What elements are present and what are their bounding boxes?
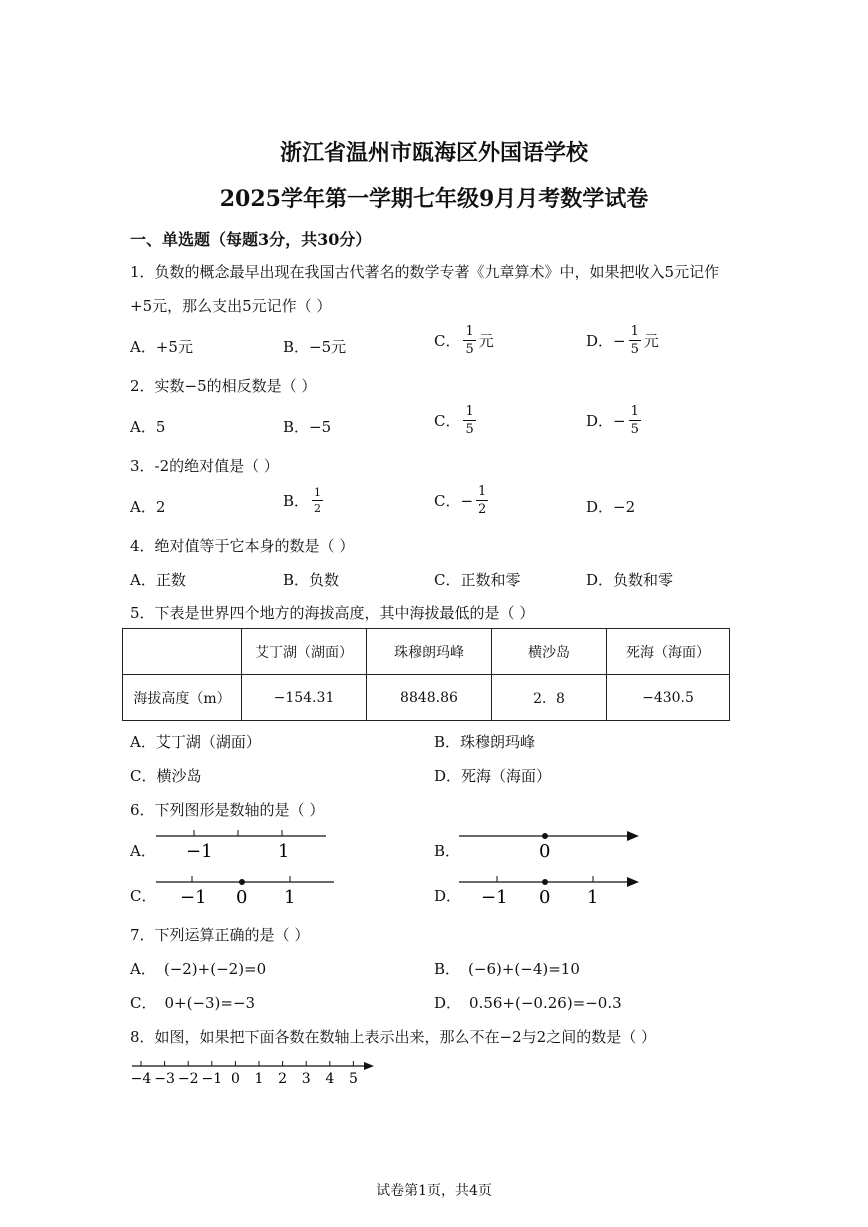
q1-option-c bbox=[434, 325, 494, 356]
q7-option-c bbox=[130, 992, 255, 1013]
denominator: 5 bbox=[465, 342, 474, 357]
table-cell: −430.5 bbox=[607, 675, 730, 721]
fraction bbox=[463, 325, 475, 356]
tick-label: 5 bbox=[348, 1071, 358, 1087]
tick-label: 1 bbox=[284, 887, 296, 908]
option-prefix: D．− bbox=[586, 412, 626, 430]
tick-label: −1 bbox=[481, 887, 508, 908]
expression: 0+(−3)=−3 bbox=[164, 994, 256, 1012]
option-prefix: C． bbox=[130, 994, 157, 1012]
table-cell: 8848.86 bbox=[367, 675, 492, 721]
q5-option-b: B．珠穆朗玛峰 bbox=[434, 733, 536, 751]
expression: (−6)+(−4)=10 bbox=[468, 960, 580, 978]
tick-label: −1 bbox=[201, 1071, 223, 1087]
q5-option-c: C．横沙岛 bbox=[130, 767, 202, 785]
table-cell: 2．8 bbox=[492, 675, 607, 721]
q6-numberline-c bbox=[150, 872, 340, 908]
option-prefix: C． bbox=[434, 332, 461, 350]
expression: (−2)+(−2)=0 bbox=[163, 960, 267, 978]
q4-stem: 4．绝对值等于它本身的数是（ ） bbox=[130, 537, 355, 555]
q1-option-b: B．−5元 bbox=[283, 338, 347, 356]
q6-option-b: B． bbox=[434, 842, 461, 860]
q4-option-a: A．正数 bbox=[130, 571, 186, 589]
fraction bbox=[312, 487, 323, 514]
expression: 0.56+(−0.26)=−0.3 bbox=[469, 994, 622, 1012]
tick-label: 2 bbox=[278, 1071, 288, 1087]
q6-option-c: C． bbox=[130, 887, 157, 905]
denominator: 5 bbox=[465, 422, 474, 437]
q3-option-a: A．2 bbox=[130, 498, 166, 516]
table-cell: 海拔高度（m） bbox=[123, 675, 242, 721]
q6-numberline-a bbox=[150, 826, 330, 862]
denominator: 2 bbox=[478, 502, 487, 517]
q2-option-a: A．5 bbox=[130, 418, 166, 436]
fraction bbox=[463, 405, 475, 436]
option-prefix: A． bbox=[130, 960, 156, 978]
option-prefix: D．− bbox=[586, 332, 626, 350]
tick-label: 4 bbox=[325, 1071, 335, 1087]
denominator: 5 bbox=[630, 422, 639, 437]
q4-option-b: B．负数 bbox=[283, 571, 340, 589]
numerator: 1 bbox=[465, 404, 474, 419]
numerator: 1 bbox=[478, 484, 487, 499]
table-row bbox=[123, 675, 730, 721]
fraction bbox=[476, 485, 488, 516]
option-prefix: D． bbox=[434, 994, 462, 1012]
q7-option-a bbox=[130, 958, 266, 979]
tick-label: 0 bbox=[539, 841, 551, 862]
page-footer: 试卷第1页，共4页 bbox=[376, 1183, 492, 1199]
exam-title-line1: 浙江省温州市瓯海区外国语学校 bbox=[279, 140, 588, 166]
q2-option-d bbox=[586, 405, 641, 436]
tick-label: −1 bbox=[180, 887, 207, 908]
table-cell bbox=[123, 629, 242, 675]
tick-label: 0 bbox=[230, 1071, 240, 1087]
q2-option-b: B．−5 bbox=[283, 418, 332, 436]
q3-stem: 3．-2的绝对值是（ ） bbox=[130, 457, 279, 475]
q1-option-a: A．+5元 bbox=[130, 338, 193, 356]
q6-stem: 6．下列图形是数轴的是（ ） bbox=[130, 801, 325, 819]
q8-numberline bbox=[128, 1056, 378, 1088]
tick-label: 1 bbox=[278, 841, 290, 862]
unit-text: 元 bbox=[478, 332, 494, 350]
numerator: 1 bbox=[314, 486, 322, 499]
table-cell: 横沙岛 bbox=[492, 629, 607, 675]
numerator: 1 bbox=[630, 324, 639, 339]
q1-stem-line2: +5元，那么支出5元记作（ ） bbox=[130, 297, 332, 315]
tick-label: −4 bbox=[130, 1071, 152, 1087]
tick-label: 1 bbox=[254, 1071, 264, 1087]
q4-option-d: D．负数和零 bbox=[586, 571, 674, 589]
q6-option-d: D． bbox=[434, 887, 462, 905]
q5-stem: 5．下表是世界四个地方的海拔高度，其中海拔最低的是（ ） bbox=[130, 604, 535, 622]
q8-stem: 8．如图，如果把下面各数在数轴上表示出来，那么不在−2与2之间的数是（ ） bbox=[130, 1028, 656, 1046]
q6-numberline-b bbox=[455, 826, 645, 862]
tick-label: 3 bbox=[301, 1071, 311, 1087]
q3-option-b bbox=[283, 487, 323, 514]
numerator: 1 bbox=[630, 404, 639, 419]
q5-option-d: D．死海（海面） bbox=[434, 767, 552, 785]
exam-title-line2: 2025学年第一学期七年级9月月考数学试卷 bbox=[219, 186, 649, 212]
q1-option-d bbox=[586, 325, 659, 356]
option-prefix: B． bbox=[434, 960, 461, 978]
q7-option-d bbox=[434, 992, 622, 1013]
tick-label: 0 bbox=[539, 887, 551, 908]
table-header-row bbox=[123, 629, 730, 675]
q6-numberline-d bbox=[455, 872, 645, 908]
q5-option-a: A．艾丁湖（湖面） bbox=[130, 733, 261, 751]
denominator: 2 bbox=[314, 502, 322, 515]
tick-label: 1 bbox=[587, 887, 599, 908]
q3-option-c bbox=[434, 485, 488, 516]
option-prefix: C．− bbox=[434, 492, 474, 510]
table-cell: 艾丁湖（湖面） bbox=[242, 629, 367, 675]
q2-option-c bbox=[434, 405, 476, 436]
q3-option-d: D．−2 bbox=[586, 498, 636, 516]
q7-option-b bbox=[434, 958, 580, 979]
tick-group bbox=[131, 1061, 358, 1087]
table-cell: −154.31 bbox=[242, 675, 367, 721]
tick-label: −1 bbox=[186, 841, 213, 862]
table-cell: 珠穆朗玛峰 bbox=[367, 629, 492, 675]
q6-option-a: A． bbox=[130, 842, 156, 860]
denominator: 5 bbox=[630, 342, 639, 357]
q2-stem: 2．实数−5的相反数是（ ） bbox=[130, 377, 317, 395]
q1-stem-line1: 1．负数的概念最早出现在我国古代著名的数学专著《九章算术》中，如果把收入5元记作 bbox=[130, 263, 720, 281]
altitude-table bbox=[122, 628, 730, 721]
fraction bbox=[629, 405, 641, 436]
table-cell: 死海（海面） bbox=[607, 629, 730, 675]
q7-stem: 7．下列运算正确的是（ ） bbox=[130, 926, 310, 944]
option-prefix: C． bbox=[434, 412, 461, 430]
q4-option-c: C．正数和零 bbox=[434, 571, 521, 589]
unit-text: 元 bbox=[643, 332, 659, 350]
tick-label: −3 bbox=[154, 1071, 175, 1087]
section-heading: 一、单选题（每题3分，共30分） bbox=[130, 230, 372, 249]
tick-label: 0 bbox=[236, 887, 248, 908]
tick-label: −2 bbox=[177, 1071, 199, 1087]
fraction bbox=[629, 325, 641, 356]
option-prefix: B． bbox=[283, 492, 310, 510]
numerator: 1 bbox=[465, 324, 474, 339]
